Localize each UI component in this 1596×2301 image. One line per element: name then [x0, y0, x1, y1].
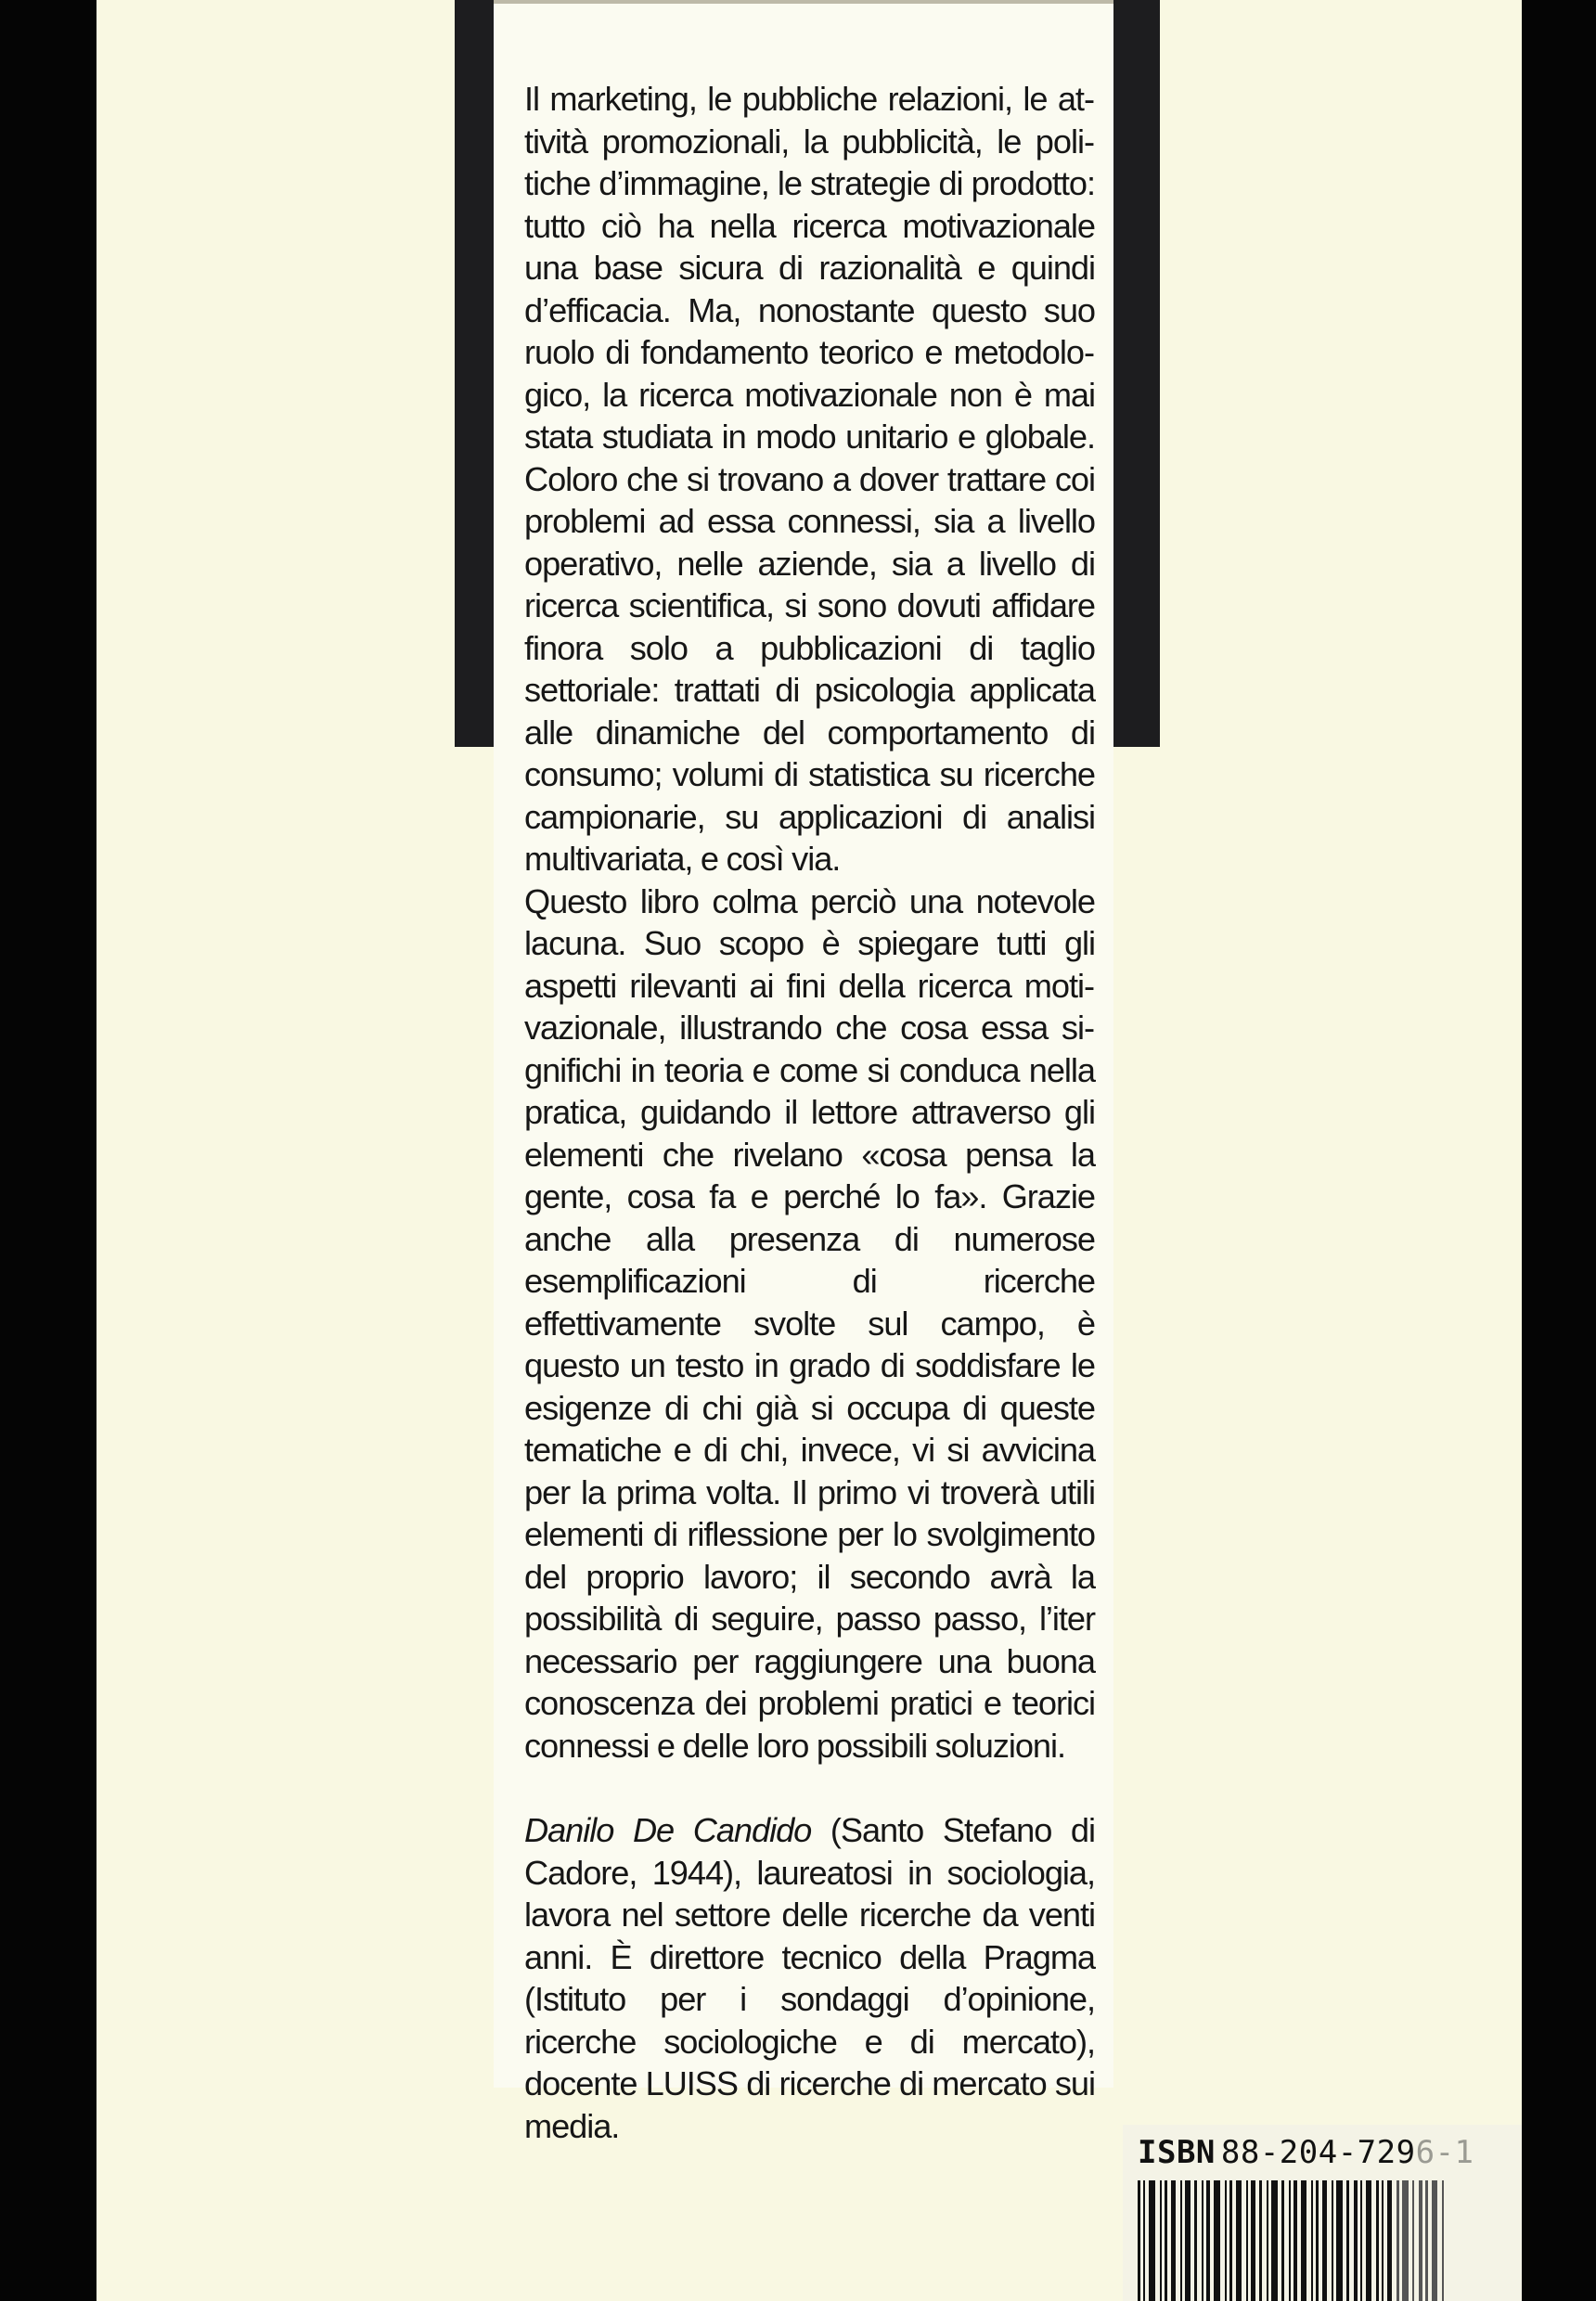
barcode-bar [1165, 2180, 1167, 2301]
barcode-bar [1432, 2180, 1437, 2301]
barcode-bar [1259, 2180, 1262, 2301]
dark-band-left [455, 0, 494, 747]
blurb-text [524, 78, 1095, 2147]
barcode-bar [1360, 2180, 1362, 2301]
barcode-bar [1336, 2180, 1343, 2301]
barcode-bar [1194, 2180, 1197, 2301]
barcode-bar [1396, 2180, 1399, 2301]
barcode-bar [1442, 2180, 1444, 2301]
barcode-bar [1214, 2180, 1220, 2301]
author-name: Danilo De Candido [524, 1811, 812, 1849]
barcode-bar [1354, 2180, 1358, 2301]
barcode-bar [1267, 2180, 1268, 2301]
barcode-bar [1246, 2180, 1248, 2301]
barcode-bar [1225, 2180, 1227, 2301]
barcode [1138, 2180, 1518, 2301]
barcode-bar [1402, 2180, 1409, 2301]
isbn-number-faded: 6-1 [1415, 2134, 1474, 2171]
barcode-bar [1143, 2180, 1145, 2301]
barcode-bar [1160, 2180, 1162, 2301]
right-edge [1522, 0, 1596, 2301]
barcode-bar [1206, 2180, 1210, 2301]
barcode-bar [1289, 2180, 1291, 2301]
barcode-bar [1185, 2180, 1191, 2301]
blurb-paragraph-1: Il marketing, le pubbliche relazioni, le attività promozionali, la pubblicità, le politiche d’immagine, le strategie di prodotto: tutto ciò ha nella ricerca motivazionale una base sicura di razionalità e quindi d’efficacia. Ma, nonostante questo suo ruolo di fondamento teorico e metodologico, la ricerca motivazionale non è mai stata studiata in modo unitario e globale. Coloro che si trovano a dover trattare coi problemi ad essa connessi, sia a livello operativo, nelle aziende, sia a livello di ricerca scientifica, si sono dovuti affidare finora solo a pubblicazioni di taglio settoriale: trattati di psicologia applicata alle dinamiche del comportamento di consumo; volumi di statistica su ricerche campionarie, su applicazioni di analisi multivariata, e così via. [524, 80, 1095, 878]
barcode-bar [1387, 2180, 1392, 2301]
barcode-bar [1271, 2180, 1278, 2301]
barcode-bar [1366, 2180, 1371, 2301]
barcode-bar [1376, 2180, 1379, 2301]
barcode-bar [1236, 2180, 1242, 2301]
barcode-bar [1229, 2180, 1232, 2301]
barcode-bar [1425, 2180, 1428, 2301]
barcode-bar [1382, 2180, 1384, 2301]
barcode-bar [1294, 2180, 1297, 2301]
barcode-bar [1419, 2180, 1422, 2301]
author-bio [524, 1809, 1095, 2147]
barcode-bar [1316, 2180, 1319, 2301]
barcode-bar [1332, 2180, 1333, 2301]
blurb-paragraph-2: Questo libro colma perciò una notevole lacuna. Suo scopo è spiegare tutti gli aspetti rilevanti ai fini della ricerca motivazionale, illustrando che cosa essa significhi in teoria e come si conduca nella pratica, guidando il lettore attraverso gli elementi che rivelano «cosa pensa la gente, cosa fa e perché lo fa». Grazie anche alla presenza di numerose esemplificazioni di ricerche effettivamente svolte sul campo, è questo un testo in grado di soddisfare le esigenze di chi già si occupa di queste tematiche e di chi, invece, vi si avvicina per la prima volta. Il primo vi troverà utili elementi di riflessione per lo svolgimento del proprio lavoro; il secondo avrà la possibilità di seguire, passo passo, l’iter necessario per raggiungere una buona conoscenza dei problemi pratici e teorici connessi e delle loro possibili soluzioni. [524, 881, 1095, 1765]
author-bio-text: (Santo Stefano di Cadore, 1944), laureatosi in sociologia, lavora nel settore delle ricerche da venti anni. È direttore tecnico della Pragma (Istituto per i sondaggi d’opinione, ricerche sociologiche e di mercato), docente LUISS di ricerche di mercato sui media. [524, 1811, 1095, 2145]
barcode-bar [1346, 2180, 1349, 2301]
barcode-bar [1171, 2180, 1176, 2301]
barcode-bar [1281, 2180, 1284, 2301]
barcode-bar [1202, 2180, 1203, 2301]
barcode-bar [1311, 2180, 1313, 2301]
barcode-bar [1251, 2180, 1255, 2301]
isbn-line [1138, 2134, 1474, 2171]
isbn-number: 88-204-729 [1220, 2134, 1416, 2171]
barcode-bar [1322, 2180, 1327, 2301]
barcode-bar [1149, 2180, 1155, 2301]
dark-band-right [1113, 0, 1160, 747]
barcode-bar [1180, 2180, 1182, 2301]
barcode-bar [1301, 2180, 1306, 2301]
isbn-label: ISBN [1138, 2134, 1216, 2171]
barcode-bar [1138, 2180, 1140, 2301]
panel-top-rule [494, 0, 1113, 4]
barcode-bar [1412, 2180, 1414, 2301]
